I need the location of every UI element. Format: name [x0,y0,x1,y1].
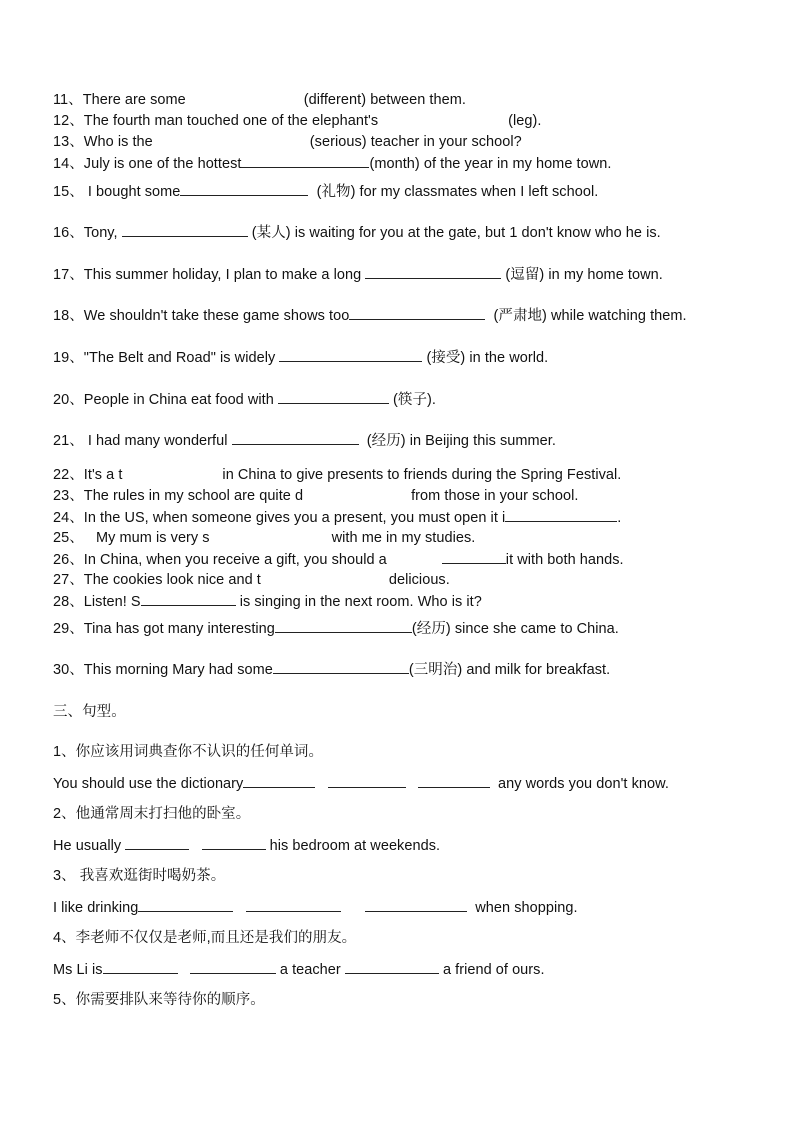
sentence-start: Listen! S [83,594,141,610]
word-hint: (经历) [366,433,406,449]
exercise-17 [53,265,663,284]
answer-blank[interactable] [141,592,236,606]
answer-blank[interactable] [190,960,276,974]
item-number: 29、 [53,621,84,637]
answer-blank[interactable] [275,619,412,633]
sentence-end: it with both hands. [505,552,624,568]
item-number: 23、 [53,488,84,504]
item-number: 26、 [53,552,84,568]
answer-blank[interactable] [345,960,439,974]
exercise-28 [53,592,482,611]
sentence-prompt-2: 2、他通常周末打扫他的卧室。 [53,806,251,822]
answer-blank[interactable] [349,306,485,320]
exercise-26 [53,550,624,569]
sentence-middle: a teacher [275,962,345,978]
sentence-end: is waiting for you at the gate, but 1 don't know who he is. [290,225,661,241]
sentence-end: of the year in my home town. [419,156,612,172]
exercise-19 [53,348,548,367]
sentence-end: his bedroom at weekends. [265,838,441,854]
sentence-end: for my classmates when I left school. [355,184,599,200]
item-number: 14、 [53,156,84,172]
word-hint: (三明治) [408,662,463,678]
sentence-start: Who is the [83,134,153,150]
sentence-start: Ms Li is [53,962,103,978]
item-number: 27、 [53,572,84,588]
word-hint: (serious) [309,134,367,150]
sentence-prompt-4: 4、李老师不仅仅是老师,而且还是我们的朋友。 [53,930,357,946]
word-hint: (礼物) [316,184,356,200]
exercise-25 [53,529,475,547]
exercise-29 [53,619,619,638]
sentence-start: The rules in my school are quite d [83,488,304,504]
sentence-start: Tony, [83,225,122,241]
item-number: 30、 [53,662,84,678]
word-hint: (筷子). [393,392,436,408]
answer-blank[interactable] [418,774,490,788]
sentence-end: . [617,510,622,526]
section-heading: 三、句型。 [53,704,126,720]
exercise-15 [53,182,598,201]
item-number: 15、 [53,184,84,200]
sentence-start: The cookies look nice and t [83,572,261,588]
answer-blank-line[interactable] [442,550,506,564]
answer-blank[interactable] [273,660,409,674]
sentence-4 [53,960,545,979]
sentence-start: He usually [53,838,126,854]
word-hint: (leg). [508,113,542,129]
exercise-30 [53,660,610,679]
item-number: 25、 [53,530,84,546]
word-hint: (different) [303,92,367,108]
sentence-prompt-1: 1、你应该用词典查你不认识的任何单词。 [53,744,324,760]
answer-blank[interactable] [103,960,178,974]
sentence-start: "The Belt and Road" is widely [83,350,280,366]
sentence-start: We shouldn't take these game shows too [83,308,350,324]
sentence-prompt-5: 5、你需要排队来等待你的顺序。 [53,992,265,1008]
answer-blank[interactable] [122,223,248,237]
word-hint: (month) [369,156,420,172]
sentence-end: when shopping. [471,900,578,916]
sentence-end: is singing in the next room. Who is it? [235,594,482,610]
answer-blank[interactable] [365,265,501,279]
sentence-start: Tina has got many interesting [83,621,275,637]
exercise-11 [53,91,466,109]
exercise-20 [53,390,436,409]
sentence-start: This morning Mary had some [83,662,273,678]
exercise-12 [53,112,542,130]
word-hint: (严肃地) [493,308,547,324]
item-number: 12、 [53,113,84,129]
exercise-24 [53,508,621,527]
word-hint: (经历) [411,621,451,637]
exercise-22 [53,466,621,484]
word-hint: (接受) [426,350,466,366]
exercise-21 [53,431,556,450]
sentence-end: since she came to China. [450,621,619,637]
exercise-23 [53,487,578,505]
sentence-start: This summer holiday, I plan to make a long [83,267,366,283]
sentence-start: My mum is very s [96,530,210,546]
sentence-end: a friend of ours. [438,962,545,978]
word-hint: (逗留) [505,267,545,283]
sentence-end: in Beijing this summer. [405,433,556,449]
answer-blank[interactable] [279,348,422,362]
answer-blank[interactable] [278,390,389,404]
sentence-end: teacher in your school? [366,134,522,150]
sentence-2 [53,836,440,855]
sentence-start: I bought some [87,184,181,200]
sentence-end: between them. [366,92,466,108]
exercise-27 [53,571,450,589]
sentence-start: In the US, when someone gives you a present, you must open it i [83,510,506,526]
item-number: 24、 [53,510,84,526]
sentence-start: It's a t [83,467,123,483]
item-number: 28、 [53,594,84,610]
word-hint: (某人) [251,225,291,241]
item-number: 16、 [53,225,84,241]
sentence-start: People in China eat food with [83,392,278,408]
answer-blank[interactable] [232,431,359,445]
exercise-18 [53,306,687,325]
item-number: 21、 [53,433,84,449]
item-number: 19、 [53,350,84,366]
sentence-end: while watching them. [546,308,687,324]
answer-blank[interactable] [180,182,308,196]
exercise-16 [53,223,661,242]
item-number: 13、 [53,134,84,150]
item-number: 11、 [53,92,83,108]
sentence-start: In China, when you receive a gift, you should a [83,552,387,568]
sentence-1 [53,774,669,793]
answer-blank[interactable] [241,154,369,168]
item-number: 20、 [53,392,84,408]
item-number: 17、 [53,267,84,283]
sentence-prompt-3: 3、 我喜欢逛街时喝奶茶。 [53,868,226,884]
answer-blank[interactable] [328,774,406,788]
answer-blank[interactable] [365,898,467,912]
sentence-start: The fourth man touched one of the elephant's [83,113,379,129]
exercise-14 [53,154,611,173]
answer-blank[interactable] [505,508,617,522]
exercise-13 [53,133,522,151]
sentence-start: I had many wonderful [87,433,232,449]
sentence-end: in the world. [465,350,549,366]
answer-blank[interactable] [138,898,233,912]
answer-blank[interactable] [202,836,266,850]
answer-blank[interactable] [125,836,189,850]
sentence-end: any words you don't know. [493,776,669,792]
sentence-end: in China to give presents to friends during the Spring Festival. [222,467,622,483]
sentence-start: There are some [82,92,186,108]
item-number: 22、 [53,467,84,483]
sentence-end: and milk for breakfast. [462,662,611,678]
answer-blank[interactable] [243,774,315,788]
sentence-start: July is one of the hottest [83,156,242,172]
sentence-end: in my home town. [544,267,663,283]
sentence-start: You should use the dictionary [53,776,244,792]
sentence-end: from those in your school. [411,488,579,504]
sentence-end: delicious. [388,572,450,588]
sentence-end: with me in my studies. [331,530,476,546]
sentence-3 [53,898,578,917]
item-number: 18、 [53,308,84,324]
answer-blank[interactable] [246,898,341,912]
sentence-start: I like drinking [53,900,139,916]
